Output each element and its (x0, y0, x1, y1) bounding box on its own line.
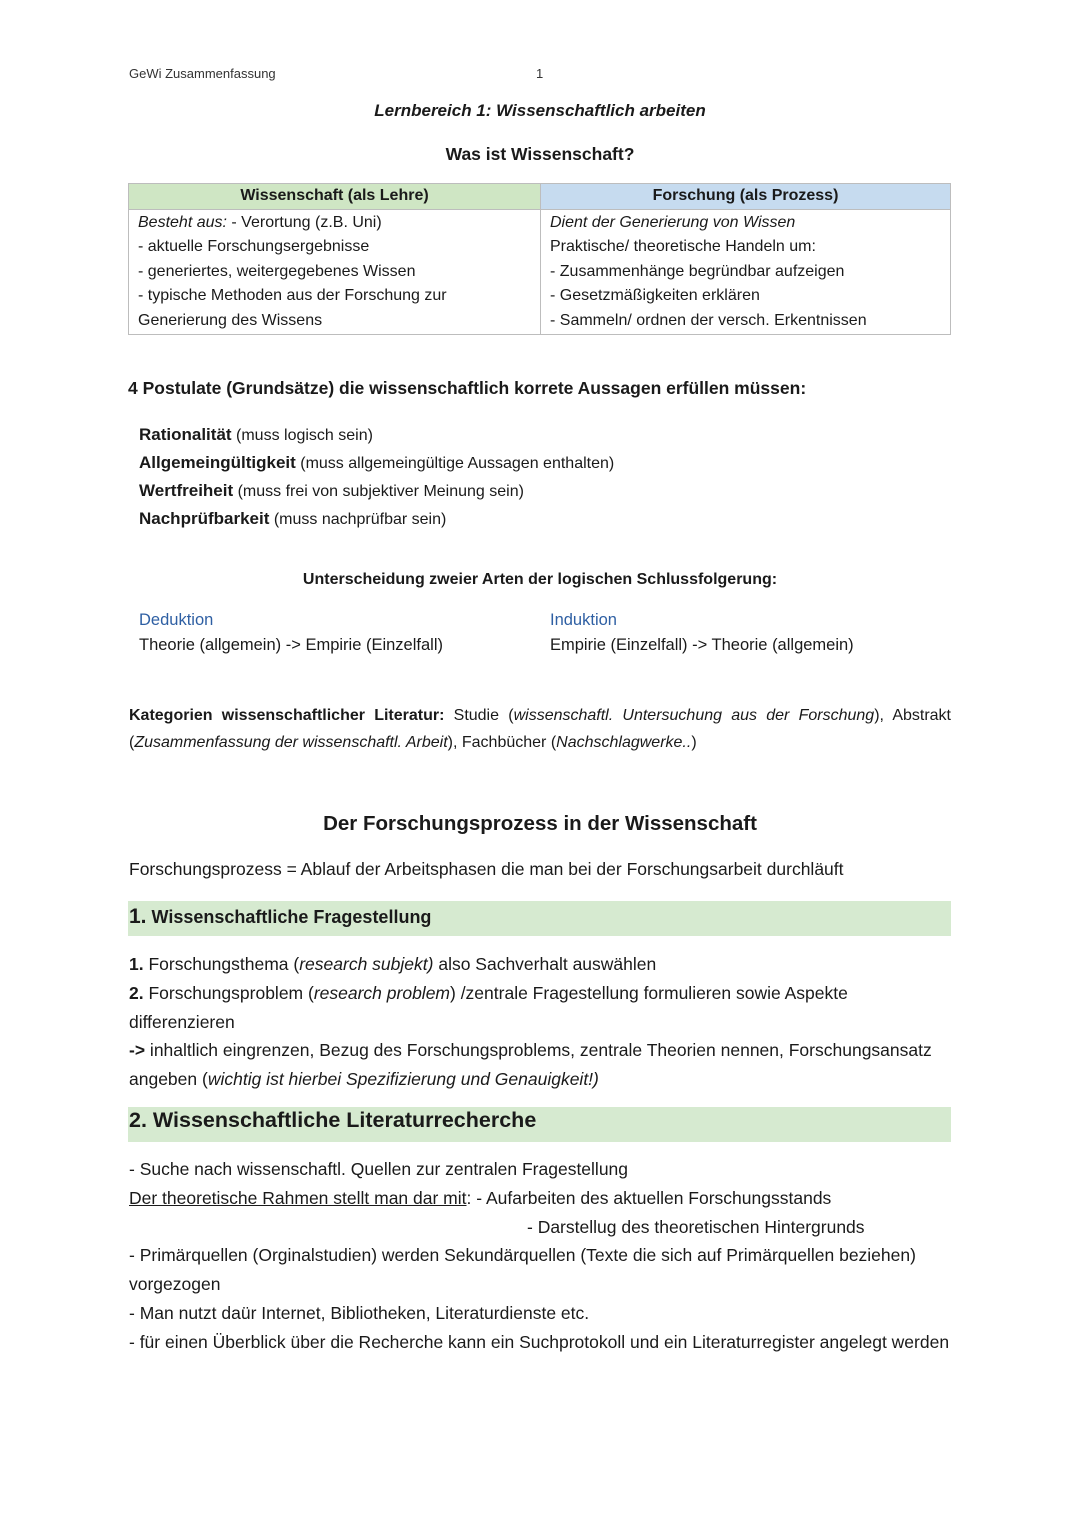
cell-line: - aktuelle Forschungsergebnisse (138, 238, 370, 255)
lernbereich-heading: Lernbereich 1: Wissenschaftlich arbeiten (374, 101, 706, 120)
cell-italic-text: Besteht aus: (138, 213, 227, 231)
table-header-wissenschaft: Wissenschaft (als Lehre) (129, 184, 541, 210)
deduktion-label: Deduktion (139, 611, 214, 629)
paragraph: - Darstellug des theoretischen Hintergrunds (527, 1216, 865, 1237)
literature-categories-paragraph (129, 703, 951, 756)
paragraph: - Primärquellen (Orginalstudien) werden Sekundärquellen (Texte die sich auf Primärquellen beziehen) vorgezogen (129, 1245, 916, 1295)
postulate-desc: (muss allgemeingültige Aussagen enthalten) (295, 455, 615, 472)
table-cell-forschung (541, 209, 951, 335)
paragraph-text: also Sachverhalt auswählen (433, 954, 657, 974)
inference-heading: Unterscheidung zweier Arten der logischen Schlussfolgerung: (302, 571, 778, 588)
page-header-title: GeWi Zusammenfassung (129, 66, 276, 81)
paragraph-italic: wichtig ist hierbei Spezifizierung und Genauigkeit!) (207, 1069, 599, 1090)
paragraph-text: Forschungsthema ( (143, 954, 300, 974)
table-row (129, 209, 951, 335)
list-item (139, 421, 614, 449)
comparison-table (128, 183, 951, 335)
paragraph-text: Studie ( (444, 707, 514, 724)
cell-line: - generiertes, weitergegebenes Wissen (138, 262, 416, 280)
list-item (139, 449, 614, 477)
paragraph-text: ) /zentrale Fragestellung formulieren sowie Aspekte differenzieren (129, 982, 848, 1032)
paragraph: - Man nutzt daür Internet, Bibliotheken, Literaturdienste etc. (129, 1302, 590, 1323)
paragraph-text: Forschungsproblem ( (143, 982, 314, 1003)
cell-line: - Sammeln/ ordnen der versch. Erkentnissen (550, 311, 867, 329)
induktion-label: Induktion (550, 611, 617, 629)
question-heading: Was ist Wissenschaft? (445, 144, 635, 164)
paragraph-text: ) (691, 733, 697, 751)
literature-categories-label: Kategorien wissenschaftlicher Literatur: (129, 707, 445, 724)
paragraph-text: ), Fachbücher ( (447, 733, 557, 751)
paragraph-text: ), Abstrakt ( (129, 707, 952, 751)
section-2-title: 2. Wissenschaftliche Literaturrecherche (129, 1108, 537, 1132)
item-number: 2. (129, 982, 144, 1003)
paragraph-italic: research subjekt) (299, 954, 434, 974)
paragraph (129, 979, 951, 1037)
section-2-body (129, 1155, 951, 1357)
paragraph-italic: wissenschaftl. Untersuchung aus der Forschung (513, 707, 875, 724)
cell-line: - Zusammenhänge begründbar aufzeigen (550, 262, 845, 280)
deduktion-text: Theorie (allgemein) -> Empirie (Einzelfall) (139, 636, 443, 654)
postulates-list (139, 421, 614, 533)
postulates-heading: 4 Postulate (Grundsätze) die wissenschaftlich korrete Aussagen erfüllen müssen: (128, 378, 807, 398)
item-number: 1. (129, 954, 144, 974)
section-1-body (129, 950, 951, 1094)
forschungsprozess-definition: Forschungsprozess = Ablauf der Arbeitsphasen die man bei der Forschungsarbeit durchläuft (129, 859, 844, 879)
postulate-desc: (muss logisch sein) (231, 427, 373, 444)
postulate-term: Allgemeingültigkeit (139, 453, 296, 472)
cell-line: Dient der Generierung von Wissen (550, 213, 796, 231)
forschungsprozess-title: Der Forschungsprozess in der Wissenschaft (323, 812, 757, 835)
cell-line: Praktische/ theoretische Handeln um: (550, 238, 816, 255)
cell-line (138, 211, 531, 236)
postulate-term: Wertfreiheit (139, 481, 234, 500)
table-cell-wissenschaft (129, 209, 541, 335)
paragraph (129, 950, 951, 979)
section-number: 1. (129, 905, 147, 928)
cell-line: - Gesetzmäßigkeiten erklären (550, 287, 760, 304)
paragraph-italic: Nachschlagwerke.. (556, 733, 692, 751)
page-number: 1 (536, 66, 544, 81)
postulate-desc: (muss frei von subjektiver Meinung sein) (233, 483, 524, 500)
postulate-term: Nachprüfbarkeit (139, 509, 270, 528)
section-1-title (129, 905, 431, 929)
list-item (139, 477, 614, 505)
paragraph: - Suche nach wissenschaftl. Quellen zur zentralen Fragestellung (129, 1159, 629, 1179)
cell-line: - typische Methoden aus der Forschung zur (138, 287, 447, 304)
table-header-forschung: Forschung (als Prozess) (541, 184, 951, 210)
paragraph-text: : - Aufarbeiten des aktuellen Forschungsstands (466, 1187, 832, 1208)
cell-text: - Verortung (z.B. Uni) (226, 213, 382, 231)
arrow-marker: -> (129, 1040, 146, 1061)
postulate-term: Rationalität (139, 425, 232, 444)
paragraph (129, 1184, 951, 1213)
underlined-text: Der theoretische Rahmen stellt man dar mit (129, 1187, 467, 1208)
postulate-desc: (muss nachprüfbar sein) (269, 511, 447, 528)
section-title-text: Wissenschaftliche Fragestellung (146, 907, 432, 927)
list-item (139, 505, 614, 533)
cell-line: Generierung des Wissens (138, 311, 323, 329)
paragraph-italic: Zusammenfassung der wissenschaftl. Arbeit (134, 733, 448, 751)
paragraph (129, 1036, 951, 1094)
paragraph-italic: research problem (313, 982, 450, 1003)
paragraph: - für einen Überblick über die Recherche kann ein Suchprotokoll und ein Literaturregister angelegt werden (129, 1331, 950, 1352)
induktion-text: Empirie (Einzelfall) -> Theorie (allgemein) (550, 636, 854, 654)
table-header-row (129, 184, 951, 210)
paragraph-text: inhaltlich eingrenzen, Bezug des Forschungsproblems, zentrale Theorien nennen, Forschungsansatz angeben ( (129, 1040, 932, 1090)
